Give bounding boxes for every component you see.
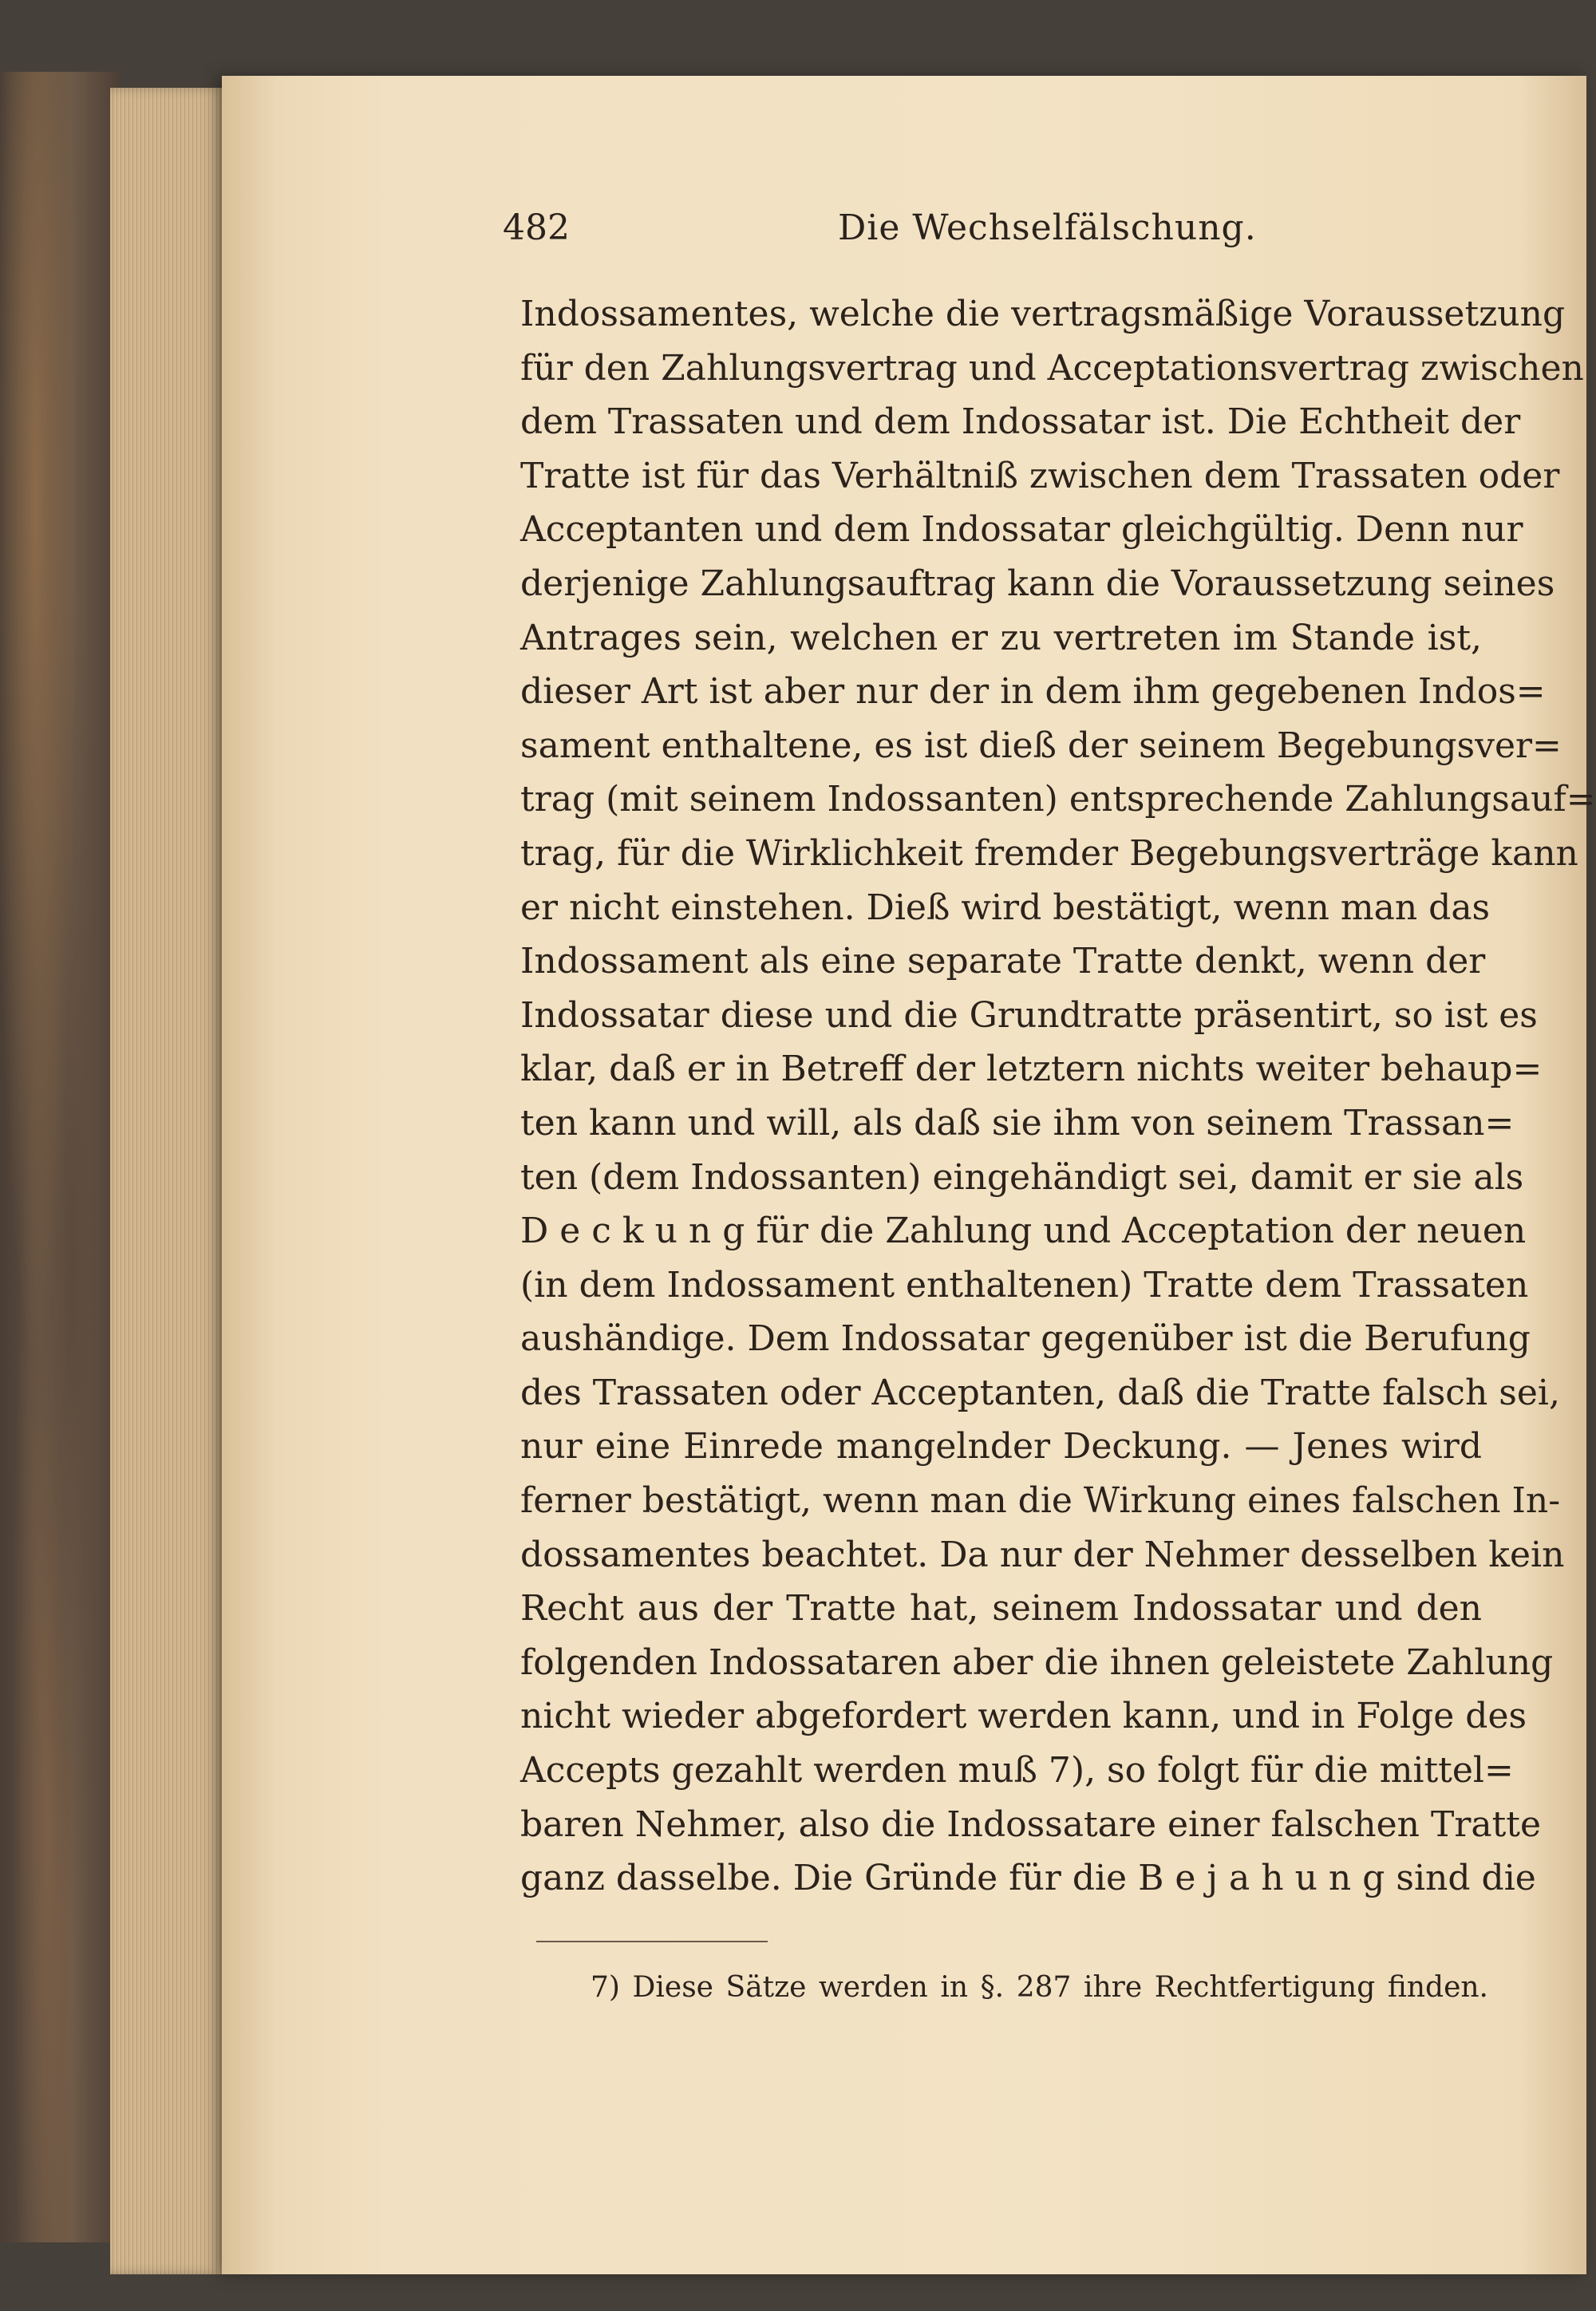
text-line: er nicht einstehen. Dieß wird bestätigt, wenn man das: [520, 887, 1491, 928]
text-line: ten (dem Indossanten) eingehändigt sei, damit er sie als: [520, 1156, 1524, 1198]
text-line: Recht aus der Tratte hat, seinem Indossatar und den: [520, 1588, 1482, 1630]
footnote-divider: [536, 1941, 768, 1942]
text-line: ferner bestätigt, wenn man die Wirkung eines falschen In-: [520, 1480, 1561, 1522]
body-text: [520, 287, 1596, 1906]
text-line: Antrages sein, welchen er zu vertreten im Stande ist,: [520, 617, 1482, 658]
text-line: Acceptanten und dem Indossatar gleichgültig. Denn nur: [520, 509, 1523, 551]
text-line: trag (mit seinem Indossanten) entsprechende Zahlungsauf=: [520, 779, 1596, 820]
text-line: dossamentes beachtet. Da nur der Nehmer desselben kein: [520, 1534, 1565, 1575]
text-line: (in dem Indossament enthaltenen) Tratte dem Trassaten: [520, 1264, 1529, 1306]
text-line: des Trassaten oder Acceptanten, daß die Tratte falsch sei,: [520, 1372, 1560, 1413]
text-line: Accepts gezahlt werden muß 7), so folgt für die mittel=: [520, 1750, 1514, 1792]
page-number: 482: [503, 207, 570, 248]
text-line: Indossatar diese und die Grundtratte präsentirt, so ist es: [520, 994, 1538, 1036]
text-line: trag, für die Wirklichkeit fremder Begebungsverträge kann: [520, 832, 1578, 874]
text-line: für den Zahlungsvertrag und Acceptationsvertrag zwischen: [520, 347, 1584, 389]
text-line: klar, daß er in Betreff der letztern nichts weiter behaup=: [520, 1049, 1543, 1090]
text-line: D e c k u n g für die Zahlung und Acceptation der neuen: [520, 1211, 1527, 1252]
text-line: nur eine Einrede mangelnder Deckung. — Jenes wird: [520, 1426, 1482, 1468]
text-line: Indossamentes, welche die vertragsmäßige Voraussetzung: [520, 294, 1566, 334]
text-line: aushändige. Dem Indossatar gegenüber ist die Berufung: [520, 1318, 1531, 1360]
marbled-cover: [0, 72, 120, 2242]
footnote: 7) Diese Sätze werden in §. 287 ihre Rechtfertigung finden.: [591, 1971, 1488, 2004]
running-head: Die Wechselfälschung.: [838, 207, 1257, 248]
text-line: ganz dasselbe. Die Gründe für die B e j a h u n g sind die: [520, 1858, 1536, 1899]
text-line: ten kann und will, als daß sie ihm von seinem Trassan=: [520, 1102, 1515, 1144]
text-line: dem Trassaten und dem Indossatar ist. Die Echtheit der: [520, 401, 1521, 443]
text-line: derjenige Zahlungsauftrag kann die Voraussetzung seines: [520, 563, 1555, 604]
text-line: Tratte ist für das Verhältniß zwischen dem Trassaten oder: [520, 455, 1560, 496]
text-line: Indossament als eine separate Tratte denkt, wenn der: [520, 941, 1486, 982]
text-line: dieser Art ist aber nur der in dem ihm gegebenen Indos=: [520, 671, 1546, 713]
page-header: [503, 207, 1476, 271]
text-line: baren Nehmer, also die Indossatare einer falschen Tratte: [520, 1803, 1542, 1845]
text-line: folgenden Indossataren aber die ihnen geleistete Zahlung: [520, 1641, 1554, 1683]
text-line: nicht wieder abgefordert werden kann, und in Folge des: [520, 1696, 1527, 1737]
page-edges: [110, 88, 226, 2274]
text-line: sament enthaltene, es ist dieß der seinem Begebungsver=: [520, 725, 1562, 766]
